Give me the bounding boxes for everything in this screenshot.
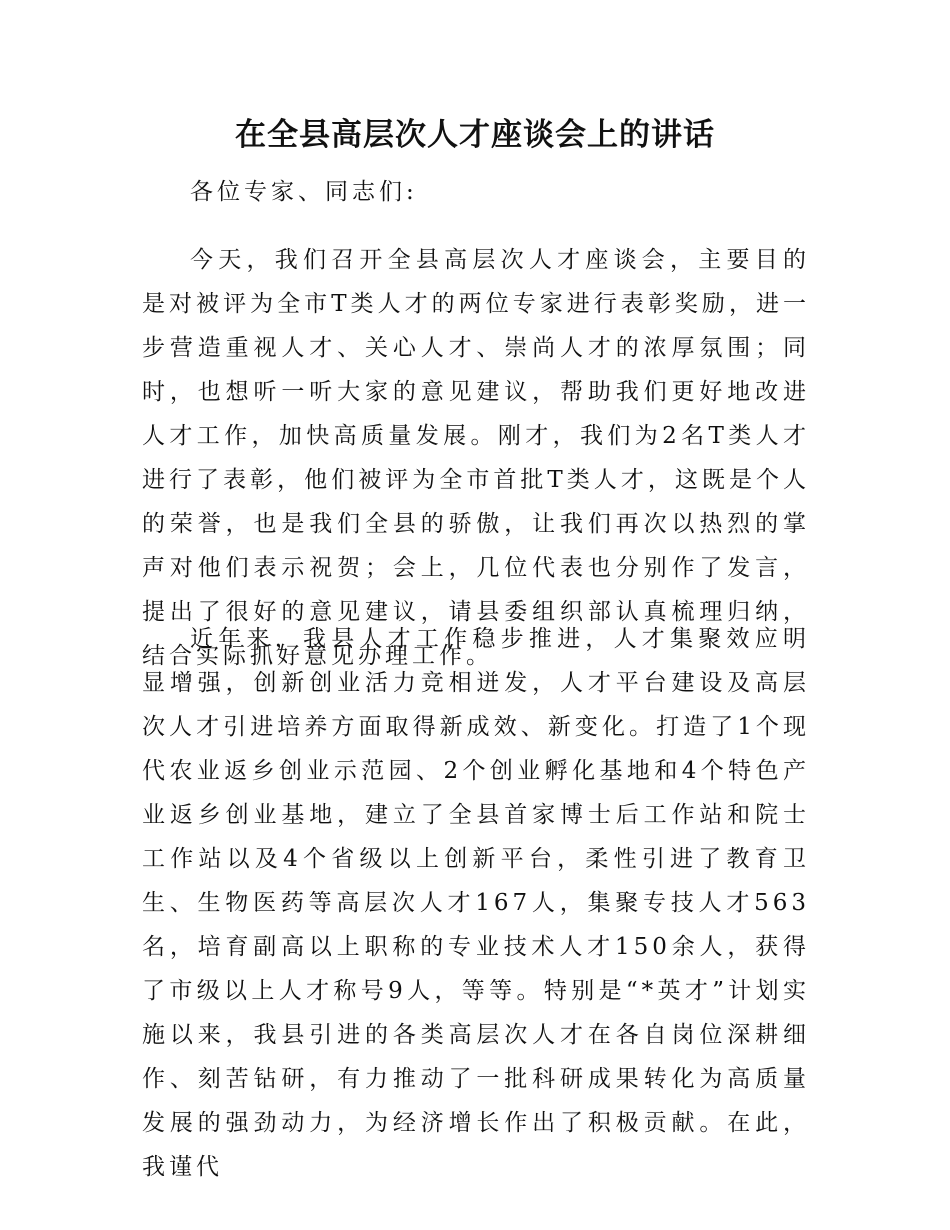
salutation: 各位专家、同志们:: [190, 179, 418, 205]
paragraph-2: 近年来，我县人才工作稳步推进，人才集聚效应明显增强，创新创业活力竞相迸发，人才平台建设及高层次人才引进培养方面取得新成效、新变化。打造了1个现代农业返乡创业示范园、2个创业孵化基地和4个特色产业返乡创业基地，建立了全县首家博士后工作站和院士工作站以及4个省级以上创新平台，柔性引进了教育卫生、生物医药等高层次人才167人，集聚专技人才563名，培育副高以上职称的专业技术人才150余人，获得了市级以上人才称号9人，等等。特别是“*英才”计划实施以来，我县引进的各类高层次人才在各自岗位深耕细作、刻苦钻研，有力推动了一批科研成果转化为高质量发展的强劲动力，为经济增长作出了积极贡献。在此，我谨代: [142, 626, 810, 1180]
page-title: 在全县高层次人才座谈会上的讲话: [235, 117, 715, 153]
paragraph-1: 今天，我们召开全县高层次人才座谈会，主要目的是对被评为全市T类人才的两位专家进行表彰奖励，进一步营造重视人才、关心人才、崇尚人才的浓厚氛围；同时，也想听一听大家的意见建议，帮助我们更好地改进人才工作，加快高质量发展。刚才，我们为2名T类人才进行了表彰，他们被评为全市首批T类人才，这既是个人的荣誉，也是我们全县的骄傲，让我们再次以热烈的掌声对他们表示祝贺；会上，几位代表也分别作了发言，提出了很好的意见建议，请县委组织部认真梳理归纳，结合实际抓好意见办理工作。: [142, 247, 810, 669]
